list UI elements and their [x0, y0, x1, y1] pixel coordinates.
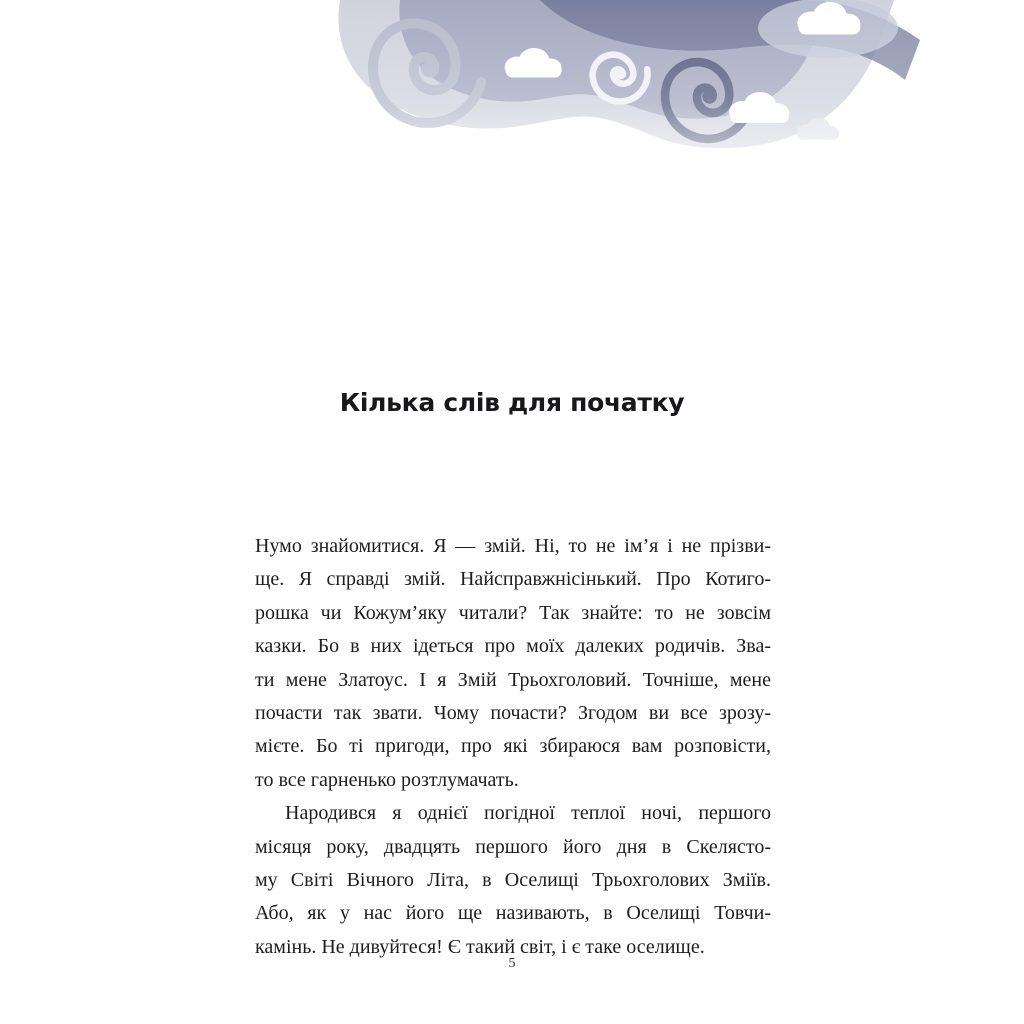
paragraph [255, 530, 771, 797]
text-line: ще. Я справді змій. Найсправжнісінький. Про Котиго- [255, 568, 771, 591]
text-line: Або, як у нас його ще називають, в Оселищі Товчи- [255, 902, 771, 925]
clouds-waves-svg [0, 0, 1024, 230]
text-line: мієте. Бо ті пригоди, про які збираюся вам розповісти, [255, 735, 771, 758]
text-line: місяця року, двадцять першого його дня в Скелясто- [255, 835, 771, 858]
text-line: казки. Бо в них ідеться про моїх далеких родичів. Зва- [255, 635, 771, 658]
clouds-waves-illustration [0, 0, 1024, 230]
text-line: рошка чи Кожум’яку читали? Так знайте: то не зовсім [255, 601, 771, 624]
text-line: Нумо знайомитися. Я — змій. Ні, то не ім’я і не прізви- [255, 535, 771, 557]
text-line: то все гарненько розтлумачать. [255, 768, 519, 791]
text-line: ти мене Златоус. І я Змій Трьохголовий. Точніше, мене [255, 668, 771, 691]
page-number: 5 [508, 956, 516, 971]
chapter-heading: Кілька слів для початку [339, 388, 685, 417]
text-line: почасти так звати. Чому почасти? Згодом ви все зрозу- [255, 702, 771, 725]
text-line: му Світі Вічного Літа, в Оселищі Трьохголових Зміїв. [255, 869, 771, 892]
paragraph [255, 797, 771, 964]
body-text [255, 530, 771, 964]
text-line: Народився я однієї погідної теплої ночі, першого [285, 802, 771, 825]
text-line: камінь. Не дивуйтеся! Є такий світ, і є таке оселище. [255, 935, 705, 958]
